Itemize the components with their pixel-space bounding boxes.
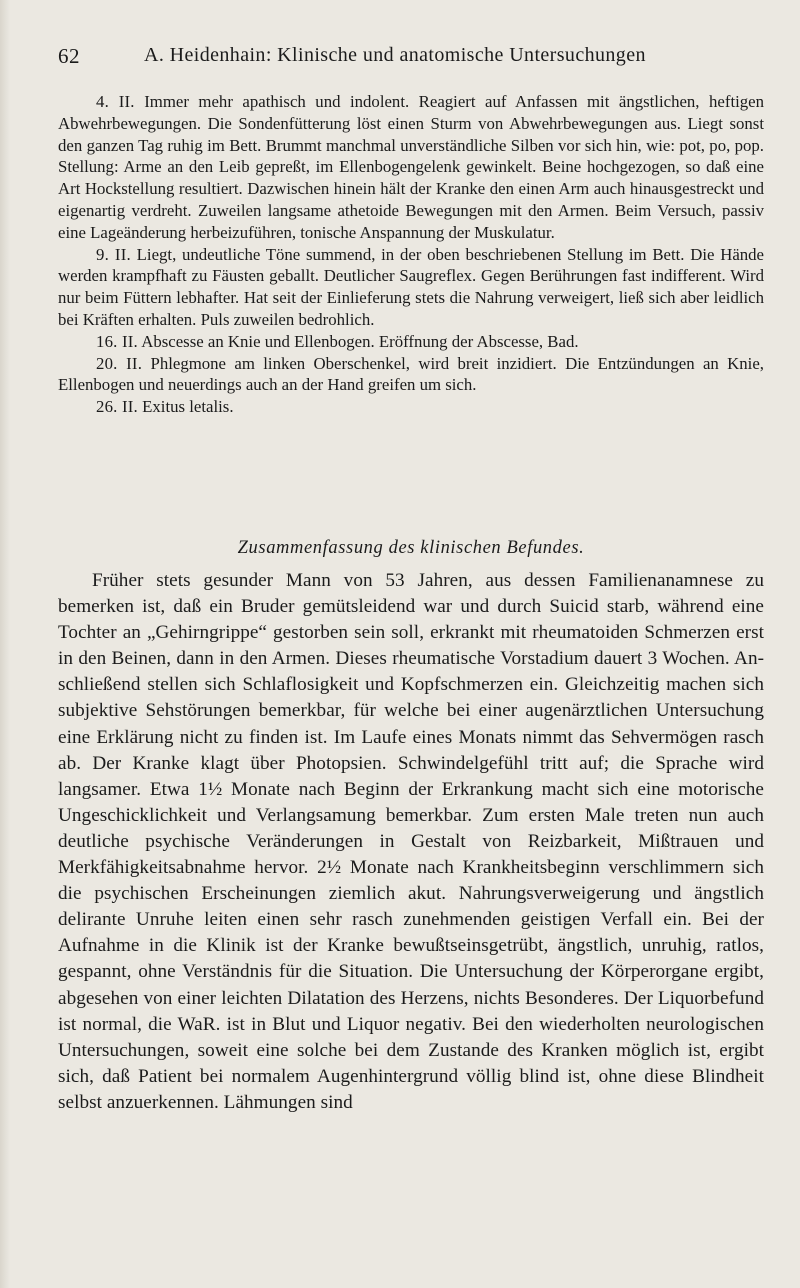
entry-date: 20. II. (96, 353, 143, 373)
diary-entry (58, 331, 764, 353)
section-heading: Zusammenfassung des klinischen Befundes. (237, 538, 585, 558)
entry-text: Exitus letalis. (142, 397, 234, 417)
page-number: 62 (58, 44, 80, 68)
diary-entry (58, 91, 764, 244)
entry-text: Phlegmone am linken Oberschenkel, wird breit inzidiert. Die Entzündungen an Knie, Ellenbogen und neuerdings auch an der Hand greifen um sich. (58, 353, 764, 395)
entry-text: Liegt, undeutliche Töne summend, in der oben beschriebenen Stellung im Bett. Die Hände werden krampfhaft zu Fäusten geballt. Deutlicher Saugreflex. Gegen Berührungen fast indifferent. Wird nur beim Füttern lebhafter. Hat seit der Einlieferung stets die Nahrung verweigert, ließ sich aber leidlich bei Kräften erhalten. Puls zuweilen bedrohlich. (58, 244, 764, 329)
entry-date: 16. II. (96, 331, 138, 351)
case-diary (58, 91, 764, 418)
diary-entry (58, 353, 764, 397)
running-head: A. Heidenhain: Klinische und anatomische Untersuchungen (144, 44, 646, 66)
entry-date: 26. II. (96, 397, 138, 417)
diary-entry (58, 396, 764, 418)
entry-text: Immer mehr apathisch und indolent. Reagiert auf Anfassen mit ängstlichen, heftigen Abwehrbewegungen. Die Sondenfütterung löst einen Sturm von Abwehrbewegungen aus. Liegt sonst den ganzen Tag ruhig im Bett. Brummt manchmal unverständliche Silben vor sich hin, wie: pot, po, pop. Stellung: Arme an den Leib gepreßt, im Ellenbogengelenk gewinkelt. Beine hochgezogen, so daß eine Art Hockstellung resultiert. Dazwischen hinein hält der Kranke den einen Arm auch hinausgestreckt und eigenartig verdreht. Zuweilen langsame athetoide Bewegungen mit den Armen. Beim Versuch, passiv eine Lageänderung herbeizuführen, tonische Anspannung der Muskulatur. (58, 92, 764, 242)
diary-entry (58, 244, 764, 331)
page-gutter-shadow (0, 0, 10, 1288)
entry-date: 4. II. (96, 92, 135, 111)
summary-paragraph: Früher stets gesunder Mann von 53 Jahren, aus dessen Familienanamnese zu bemerken ist, daß ein Bruder gemütsleidend war und durch Suicid starb, während eine Tochter an „Gehirngrippe“ gestorben sein soll, erkrankt mit rheumatoiden Schmerzen erst in den Beinen, dann in den Armen. Dieses rheumatische Vorstadium dauert 3 Wochen. Anschließend stellen sich Schlaflosigkeit und Kopfschmerzen ein. Gleichzeitig machen sich subjektive Sehstörungen bemerkbar, für welche bei einer augenärztlichen Untersuchung eine Erklärung nicht zu finden ist. Im Laufe eines Monats nimmt das Sehvermögen rasch ab. Der Kranke klagt über Photopsien. Schwindelgefühl tritt auf; die Sprache wird langsamer. Etwa 1½ Monate nach Beginn der Erkrankung macht sich eine motorische Ungeschicklichkeit und Verlangsamung bemerkbar. Zum ersten Male treten nun auch deutliche psychische Veränderungen in Gestalt von Reizbarkeit, Mißtrauen und Merkfähigkeitsabnahme hervor. 2½ Monate nach Krankheitsbeginn verschlimmern sich die psychischen Erscheinungen ziemlich akut. Nahrungsverweigerung und ängstlich delirante Unruhe leiten einen sehr rasch zunehmenden geistigen Verfall ein. Bei der Aufnahme in die Klinik ist der Kranke bewußtseinsgetrübt, ängstlich, unruhig, ratlos, gespannt, ohne Verständnis für die Situation. Die Untersuchung der Körperorgane ergibt, abgesehen von einer leichten Dilatation des Herzens, nichts Besonderes. Der Liquorbefund ist normal, die WaR. ist in Blut und Liquor negativ. Bei den wiederholten neurologischen Untersuchungen, soweit eine solche bei dem Zustande des Kranken möglich ist, ergibt sich, daß Patient bei normalem Augenhintergrund völlig blind ist, ohne diese Blindheit selbst anzuerkennen. Lähmungen sind (58, 570, 764, 1113)
entry-text: Abscesse an Knie und Ellenbogen. Eröffnung der Abscesse, Bad. (141, 331, 579, 351)
entry-date: 9. II. (96, 244, 131, 264)
page-header (58, 44, 758, 72)
